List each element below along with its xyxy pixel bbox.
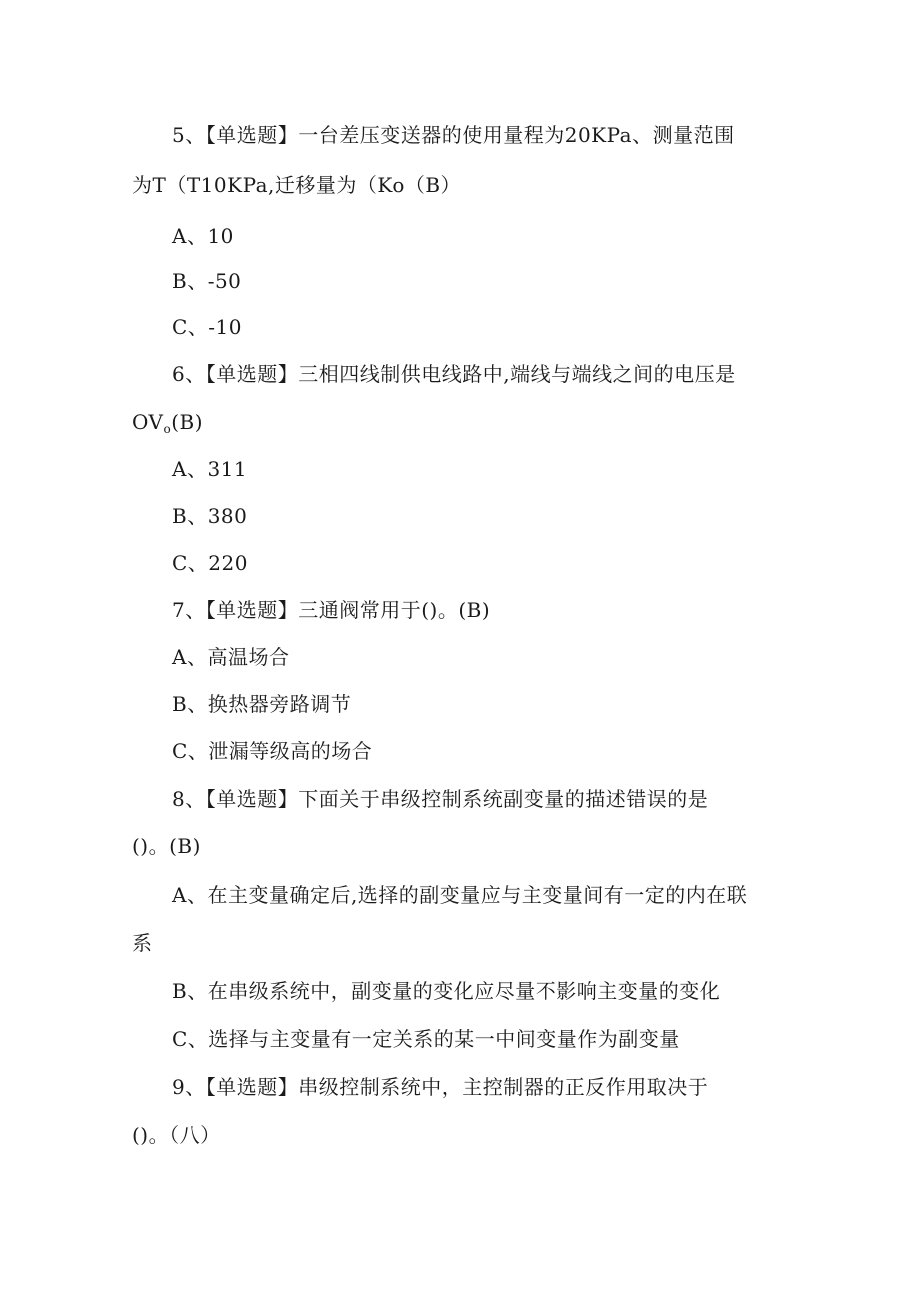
question-9-text-cont: ()。（八）	[132, 1123, 221, 1147]
question-5-option-b: B、-50	[172, 269, 242, 293]
question-9-text: 9、【单选题】串级控制系统中，主控制器的正反作用取决于	[172, 1075, 709, 1099]
question-7-option-c: C、泄漏等级高的场合	[172, 739, 373, 763]
question-5-option-a: A、10	[172, 224, 234, 248]
question-6-unit-sub: o	[163, 422, 172, 436]
question-6-text: 6、【单选题】三相四线制供电线路中,端线与端线之间的电压是	[172, 362, 736, 386]
question-8-text: 8、【单选题】下面关于串级控制系统副变量的描述错误的是	[172, 787, 709, 811]
question-8-option-b: B、在串级系统中，副变量的变化应尽量不影响主变量的变化	[172, 979, 721, 1003]
question-8-option-a: A、在主变量确定后,选择的副变量应与主变量间有一定的内在联	[172, 883, 748, 907]
question-5-text: 5、【单选题】一台差压变送器的使用量程为20KPa、测量范围	[172, 123, 735, 147]
question-8-option-c: C、选择与主变量有一定关系的某一中间变量作为副变量	[172, 1027, 680, 1051]
question-8-text-cont: ()。(B)	[132, 834, 201, 858]
question-5-option-c: C、-10	[172, 315, 243, 339]
question-7-text: 7、【单选题】三通阀常用于()。(B)	[172, 598, 491, 622]
question-6-option-b: B、380	[172, 504, 248, 528]
question-8-option-a-cont: 系	[132, 931, 153, 955]
question-6-unit: OV	[132, 410, 164, 434]
question-6-answer: (B)	[171, 410, 204, 434]
question-7-option-a: A、高温场合	[172, 645, 290, 669]
question-7-option-b: B、换热器旁路调节	[172, 692, 352, 716]
question-6-option-a: A、311	[172, 457, 248, 481]
question-6-text-cont	[132, 408, 203, 443]
question-6-option-c: C、220	[172, 551, 248, 575]
question-5-text-cont: 为T（T10KPa,迁移量为（Ko（B）	[132, 173, 462, 197]
